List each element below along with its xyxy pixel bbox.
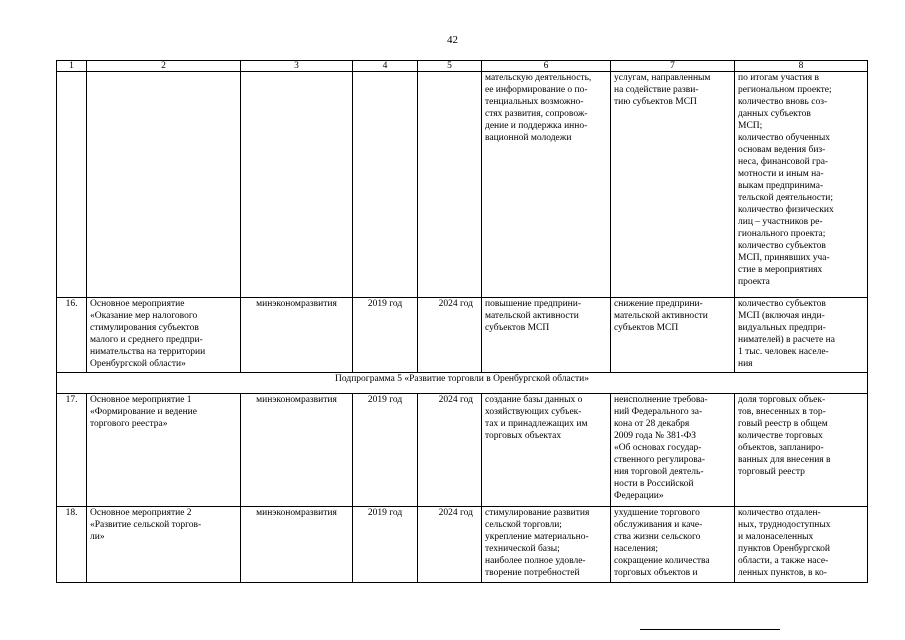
column-number: 5 (418, 61, 482, 72)
cell-indicator: доля торговых объек- тов, внесенных в тор- говый реестр в общем количестве торговых объектов, запланиро- ванных для внесения в торговый реестр (735, 394, 868, 507)
page-number: 42 (447, 34, 458, 46)
column-number: 8 (735, 61, 868, 72)
activities-table (56, 60, 868, 583)
column-number: 3 (241, 61, 353, 72)
table-row-16 (57, 298, 868, 373)
column-number: 6 (482, 61, 611, 72)
cell-consequence: ухудшение торгового обслуживания и каче- ства жизни сельского населения; сокращение количества торговых объектов и (611, 507, 735, 583)
cell-activity-name (87, 72, 241, 298)
cell-number: 16. (57, 298, 87, 373)
table-row-continuation (57, 72, 868, 298)
cell-indicator: по итогам участия в региональном проекте; количество вновь соз- данных субъектов МСП; количество обученных основам ведения биз- неса, финансовой гра- мотности и иным на- выкам предпринима- тельской деятельности; количество физических лиц – участников ре- гионального проекта; количество субъектов МСП, принявших уча- стие в мероприятиях проекта (735, 72, 868, 298)
cell-indicator: количество субъектов МСП (включая инди- видуальных предпри- нимателей) в расчете на 1 тыс. человек населе- ния (735, 298, 868, 373)
cell-executor: минэкономразвития (241, 298, 353, 373)
column-number: 2 (87, 61, 241, 72)
cell-executor (241, 72, 353, 298)
cell-executor: минэкономразвития (241, 507, 353, 583)
cell-end-year: 2024 год (418, 507, 482, 583)
cell-expected-result: стимулирование развития сельской торговли; укрепление материально- технической базы; наиболее полное удовле- творение потребностей (482, 507, 611, 583)
cell-executor: минэкономразвития (241, 394, 353, 507)
cell-start-year: 2019 год (353, 298, 418, 373)
cell-number: 17. (57, 394, 87, 507)
page-bottom-rule (640, 629, 780, 630)
cell-activity-name: Основное мероприятие «Оказание мер налогового стимулирования субъектов малого и среднего предпри- нимательства на территории Оренбургской области» (87, 298, 241, 373)
cell-consequence: неисполнение требова- ний Федерального за- кона от 28 декабря 2009 года № 381-ФЗ «Об основах государ- ственного регулирова- ния торговой деятель- ности в Российской Федерации» (611, 394, 735, 507)
cell-end-year (418, 72, 482, 298)
cell-start-year: 2019 год (353, 507, 418, 583)
column-number: 4 (353, 61, 418, 72)
subprogram-title: Подпрограмма 5 «Развитие торговли в Оренбургской области» (57, 373, 868, 394)
cell-activity-name: Основное мероприятие 2 «Развитие сельской торгов- ли» (87, 507, 241, 583)
cell-end-year: 2024 год (418, 298, 482, 373)
table-row-17 (57, 394, 868, 507)
table-row-18 (57, 507, 868, 583)
subprogram-heading-row (57, 373, 868, 394)
cell-end-year: 2024 год (418, 394, 482, 507)
cell-number: 18. (57, 507, 87, 583)
cell-expected-result: повышение предприни- мательской активности субъектов МСП (482, 298, 611, 373)
column-number: 7 (611, 61, 735, 72)
cell-expected-result: создание базы данных о хозяйствующих субъек- тах и принадлежащих им торговых объектах (482, 394, 611, 507)
cell-start-year (353, 72, 418, 298)
cell-indicator: количество отдален- ных, труднодоступных и малонаселенных пунктов Оренбургской области, а также насе- ленных пунктов, в ко- (735, 507, 868, 583)
cell-expected-result: мательскую деятельность, ее информирование о по- тенциальных возможно- стях развития, сопровож- дение и поддержка инно- вационной молодежи (482, 72, 611, 298)
column-number-header-row (57, 61, 868, 72)
cell-activity-name: Основное мероприятие 1 «Формирование и ведение торгового реестра» (87, 394, 241, 507)
cell-consequence: услугам, направленным на содействие разви- тию субъектов МСП (611, 72, 735, 298)
column-number: 1 (57, 61, 87, 72)
cell-start-year: 2019 год (353, 394, 418, 507)
cell-consequence: снижение предприни- мательской активности субъектов МСП (611, 298, 735, 373)
cell-number (57, 72, 87, 298)
